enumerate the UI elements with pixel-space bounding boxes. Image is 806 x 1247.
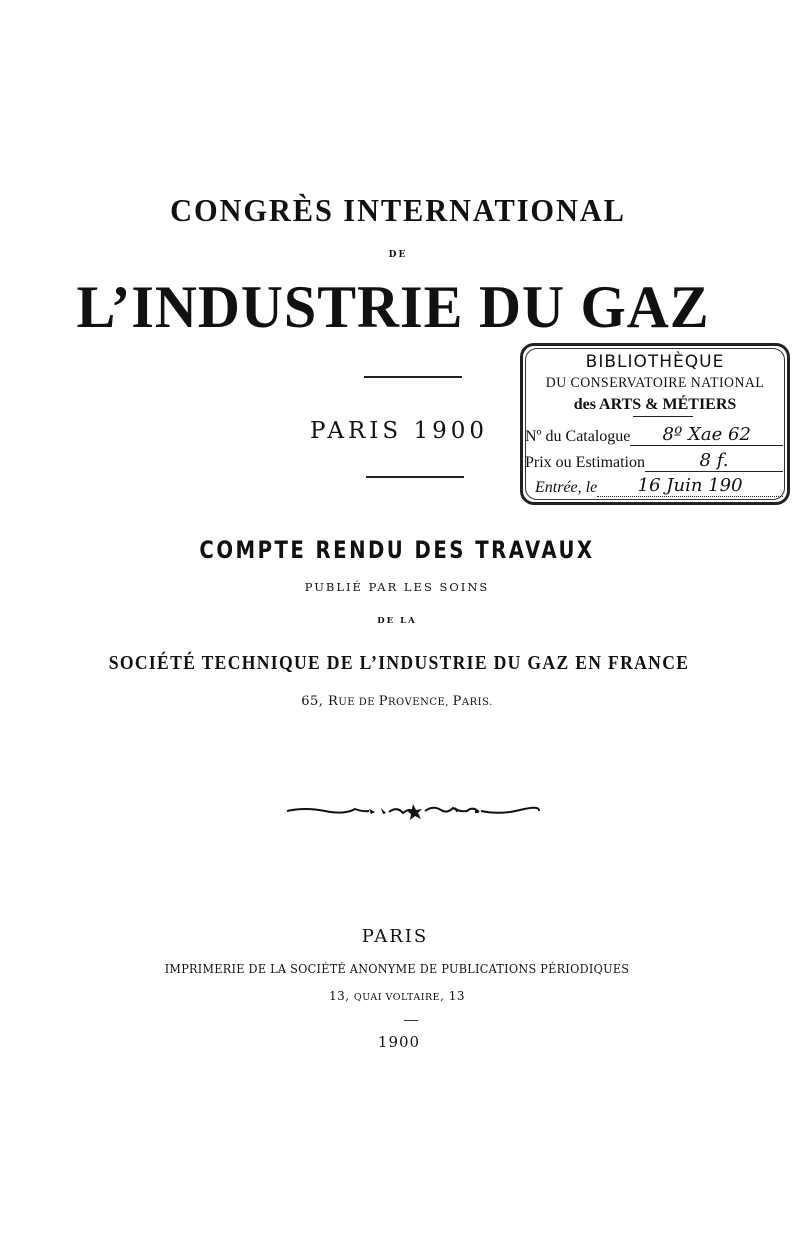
place-year: PARIS 1900 bbox=[310, 418, 488, 444]
ornament-divider-icon bbox=[285, 796, 541, 826]
address-cap: R bbox=[328, 694, 339, 709]
catalogue-value: 8º Xae 62 bbox=[630, 426, 783, 446]
address-cap: P bbox=[378, 694, 388, 709]
library-stamp bbox=[520, 343, 790, 505]
address-cap: P bbox=[452, 694, 462, 709]
printer-address-street: QUAI VOLTAIRE bbox=[353, 992, 441, 1003]
small-rule bbox=[404, 1020, 418, 1021]
printer-address bbox=[0, 989, 800, 1003]
address-smallcaps: ROVENCE, bbox=[388, 697, 453, 708]
society-address bbox=[0, 694, 800, 709]
top-rule bbox=[364, 376, 462, 378]
printer-address-number: , 13 bbox=[440, 989, 465, 1003]
stamp-conservatoire: DU CONSERVATOIRE NATIONAL bbox=[545, 375, 765, 391]
printer-address-number: 13, bbox=[329, 989, 354, 1003]
congress-title: CONGRÈS INTERNATIONAL bbox=[170, 192, 626, 228]
de-la: DE LA bbox=[377, 616, 417, 626]
stamp-arts-metiers: des ARTS & MÉTIERS bbox=[573, 396, 737, 413]
stamp-arrow-ornament bbox=[633, 416, 693, 417]
price-label: Prix ou Estimation bbox=[525, 454, 645, 471]
entry-value: 16 Juin 190 bbox=[597, 477, 783, 497]
title-connector: DE bbox=[388, 250, 408, 260]
catalogue-label: Nº du Catalogue bbox=[525, 428, 631, 445]
imprint-city: PARIS bbox=[361, 926, 429, 947]
published-by: PUBLIÉ PAR LES SOINS bbox=[304, 580, 490, 594]
publication-year: 1900 bbox=[377, 1033, 421, 1051]
address-number: 65, bbox=[301, 694, 329, 709]
report-title: COMPTE RENDU DES TRAVAUX bbox=[199, 536, 595, 564]
stamp-library: BIBLIOTHÈQUE bbox=[585, 352, 725, 372]
stamp-catalogue-row bbox=[525, 426, 783, 446]
stamp-price-row bbox=[525, 452, 783, 472]
society-name: SOCIÉTÉ TECHNIQUE DE L’INDUSTRIE DU GAZ EN FRANCE bbox=[108, 652, 690, 674]
main-title: L’INDUSTRIE DU GAZ bbox=[76, 274, 710, 340]
bottom-rule bbox=[366, 476, 464, 478]
address-smallcaps: ARIS. bbox=[461, 697, 493, 708]
address-smallcaps: UE DE bbox=[338, 697, 379, 708]
stamp-entry-row bbox=[525, 477, 783, 497]
price-value: 8 f. bbox=[645, 452, 783, 472]
printer-name: IMPRIMERIE DE LA SOCIÉTÉ ANONYME DE PUBLICATIONS PÉRIODIQUES bbox=[164, 961, 630, 976]
entry-label: Entrée, le bbox=[535, 479, 598, 496]
